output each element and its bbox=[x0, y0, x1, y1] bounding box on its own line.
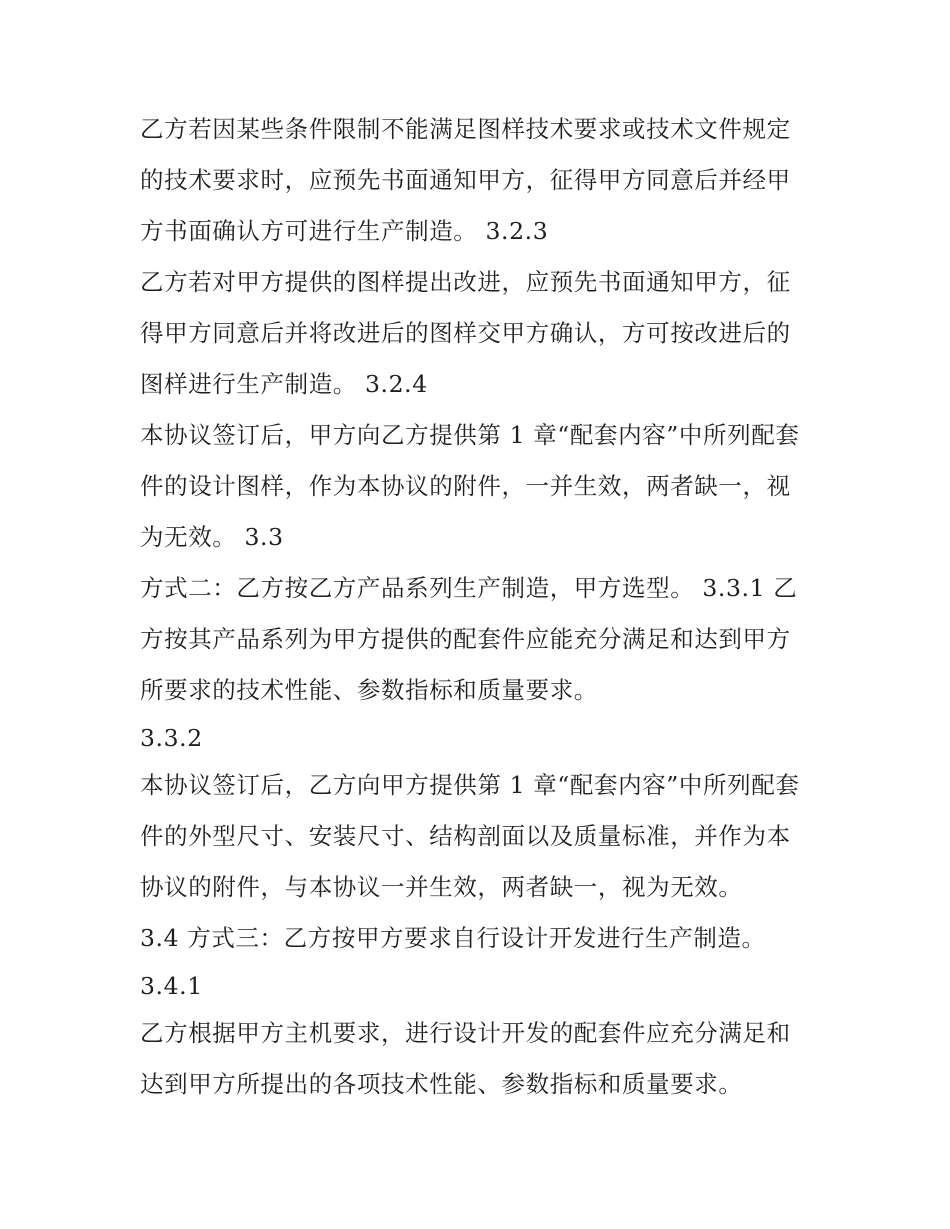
text-line-9: 为无效。 3.3 bbox=[140, 523, 284, 551]
text-line-4: 乙方若对甲方提供的图样提出改进，应预先书面通知甲方，征 bbox=[140, 268, 791, 296]
text-line-15: 件的外型尺寸、安装尺寸、结构剖面以及质量标准，并作为本 bbox=[140, 822, 791, 850]
text-line-6: 图样进行生产制造。 3.2.4 bbox=[140, 370, 428, 398]
text-line-14: 本协议签订后，乙方向甲方提供第 1 章“配套内容”中所列配套 bbox=[140, 771, 800, 799]
text-line-18: 3.4.1 bbox=[140, 972, 203, 1000]
text-line-19: 乙方根据甲方主机要求，进行设计开发的配套件应充分满足和 bbox=[140, 1019, 791, 1047]
text-line-5: 得甲方同意后并将改进后的图样交甲方确认，方可按改进后的 bbox=[140, 319, 791, 347]
text-line-2: 的技术要求时，应预先书面通知甲方，征得甲方同意后并经甲 bbox=[140, 166, 791, 194]
text-line-20: 达到甲方所提出的各项技术性能、参数指标和质量要求。 bbox=[140, 1070, 743, 1098]
text-line-7: 本协议签订后，甲方向乙方提供第 1 章“配套内容”中所列配套 bbox=[140, 421, 800, 449]
text-line-11: 方按其产品系列为甲方提供的配套件应能充分满足和达到甲方 bbox=[140, 625, 791, 653]
document-body bbox=[140, 104, 818, 1110]
text-line-13: 3.3.2 bbox=[140, 724, 203, 752]
text-line-3: 方书面确认方可进行生产制造。 3.2.3 bbox=[140, 217, 549, 245]
text-line-16: 协议的附件，与本协议一并生效，两者缺一，视为无效。 bbox=[140, 873, 743, 901]
text-line-17: 3.4 方式三：乙方按甲方要求自行设计开发进行生产制造。 bbox=[140, 924, 766, 952]
text-line-10: 方式二：乙方按乙方产品系列生产制造，甲方选型。 3.3.1 乙 bbox=[140, 574, 798, 602]
text-line-12: 所要求的技术性能、参数指标和质量要求。 bbox=[140, 676, 598, 704]
text-line-8: 件的设计图样，作为本协议的附件，一并生效，两者缺一，视 bbox=[140, 472, 791, 500]
text-line-1: 乙方若因某些条件限制不能满足图样技术要求或技术文件规定 bbox=[140, 115, 791, 143]
